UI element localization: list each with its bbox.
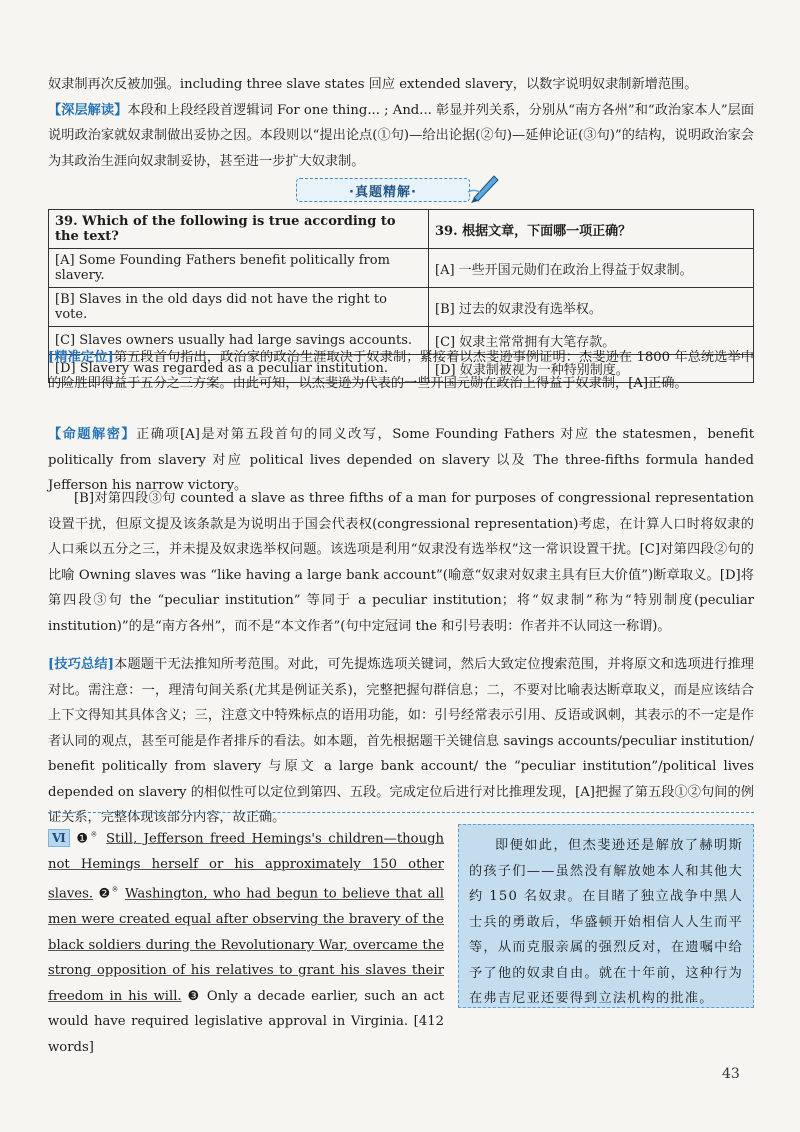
secret-text: 正确项[A]是对第五段首句的同义改写，Some Founding Fathers 对应 the statesmen，benefit politically from slavery 对应 political lives depended on slavery 以及 The three-fifths formula handed Jefferson his narrow victory。 (48, 427, 755, 493)
option-c-en: [C] Slaves owners usually had large savings accounts. (49, 327, 429, 355)
intro-paragraph (48, 72, 754, 174)
pen-icon (466, 170, 502, 204)
table-row (49, 249, 754, 288)
table-row (49, 288, 754, 327)
option-d-cn: [D] 奴隶制被视为一种特别制度。 (429, 355, 754, 383)
sentence-2: Washington, who had begun to believe that all men were created equal after observing the bravery of the black soldiers during the Revolutionary War, overcame the strong opposition of his relatives to grant his slaves their freedom in his will. (48, 886, 444, 1004)
option-b-en: [B] Slaves in the old days did not have the right to vote. (49, 288, 429, 327)
sentence-1-marker: ❶ (76, 831, 91, 847)
divider (48, 812, 754, 813)
deep-analysis-tag: 【深层解读】 (48, 102, 128, 118)
wrong-options-text: [B]对第四段③句 counted a slave as three fifths of a man for purposes of congressional representation 设置干扰，但原文提及该条款是为说明出于国会代表权(congressional representation)考虑，在计算人口时将奴隶的人口乘以五分之三，并未提及奴隶选举权问题。该选项是利用“奴隶没有选举权”这一常识设置干扰。[C]对第四段②句的比喻 Owning slaves was “like having a large bank account”(喻意“奴隶对奴隶主具有巨大价值”)断章取义。[D]将第四段③句 the “peculiar institution” 等同于 a peculiar institution；将“奴隶制”称为“特别制度(peculiar institution)”的是“南方各州”，而不是“本文作者”(句中定冠词 the 和引号表明：作者并不认同这一称谓)。 (48, 491, 754, 634)
section-title-label: ·真题精解· (296, 178, 470, 202)
key-sentence-mark: ※ (111, 885, 120, 895)
section-title (278, 176, 518, 202)
sentence-3: Only a decade earlier, such an act would have required legislative approval in Virginia. (48, 988, 444, 1030)
page-number: 43 (722, 1066, 740, 1082)
question-stem-cn: 39. 根据文章，下面哪一项正确？ (429, 210, 754, 249)
translation-text: 即便如此，但杰斐逊还是解放了赫明斯的孩子们——虽然没有解放她本人和其他大约 150 名奴隶。在目睹了独立战争中黑人士兵的勇敢后，华盛顿开始相信人人生而平等，从而克服亲属的强烈反对，在遗嘱中给予了他的奴隶自由。就在十年前，这种行为在弗吉尼亚还要得到立法机构的批准。 (469, 838, 743, 1006)
option-d-en: [D] Slavery was regarded as a peculiar institution. (49, 355, 429, 383)
sentence-3-marker: ❸ (187, 988, 202, 1004)
option-c-cn: [C] 奴隶主常常拥有大笔存款。 (429, 327, 754, 355)
passage-paragraph (48, 822, 444, 1060)
locate-paragraph (48, 345, 754, 396)
locate-text: 第五段首句指出，政治家的政治生涯取决于奴隶制；紧接着以杰斐逊事例证明：杰斐逊在 1800 年总统选举中的险胜即得益于五分之三方案。由此可知，以杰斐逊为代表的一些开国元勋在政治上得益于奴隶制，[A]正确。 (48, 350, 754, 391)
option-b-cn: [B] 过去的奴隶没有选举权。 (429, 288, 754, 327)
locate-tag: [精准定位] (48, 350, 114, 365)
deep-analysis-text: 本段和上段经段首逻辑词 For one thing... ; And... 彰显并列关系，分别从“南方各州”和“政治家本人”层面说明政治家就奴隶制做出妥协之因。本段则以“提出论点(①句)—给出论据(②句)—延伸论证(③句)”的结构，说明政治家会为其政治生涯向奴隶制妥协，甚至进一步扩大奴隶制。 (48, 102, 755, 169)
intro-line: 奴隶制再次反被加强。including three slave states 回应 extended slavery，以数字说明奴隶制新增范围。 (48, 77, 698, 92)
option-a-en: [A] Some Founding Fathers benefit politically from slavery. (49, 249, 429, 288)
secret-tag: 【命题解密】 (48, 427, 137, 442)
table-row (49, 210, 754, 249)
sentence-1: Still, Jefferson freed Hemings's children—though not Hemings herself or his approximately 150 other slaves. (48, 831, 445, 902)
wrong-options-paragraph (48, 486, 754, 639)
paragraph-number-badge: Ⅵ (48, 829, 70, 847)
option-a-cn: [A] 一些开国元勋们在政治上得益于奴隶制。 (429, 249, 754, 288)
skill-paragraph (48, 652, 754, 831)
key-sentence-mark: ※ (90, 830, 100, 839)
skill-text: 本题题干无法推知所考范围。对此，可先提炼选项关键词，然后大致定位搜索范围，并将原文和选项进行推理对比。需注意：一，理清句间关系(尤其是例证关系)，完整把握句群信息；二，不要对比喻表达断章取义，而是应该结合上下文得知其具体含义；三，注意文中特殊标点的语用功能，如：引号经常表示引用、反语或讽刺，其表示的不一定是作者认同的观点，甚至可能是作者排斥的看法。如本题，首先根据题干关键信息 savings accounts/peculiar institution/ benefit politically from slavery 与原文 a large bank account/ the “peculiar institution”/political lives depended on slavery 的相似性可以定位到第四、五段。完成定位后进行对比推理发现，[A]把握了第五段①②句间的例证关系，完整体现该部分内容，故正确。 (48, 657, 754, 825)
question-stem-en: 39. Which of the following is true according to the text? (49, 210, 429, 249)
translation-box (458, 824, 754, 1008)
word-count: [412 words] (48, 1014, 444, 1055)
skill-tag: [技巧总结] (48, 657, 114, 672)
sentence-2-marker: ❷ (98, 886, 112, 902)
